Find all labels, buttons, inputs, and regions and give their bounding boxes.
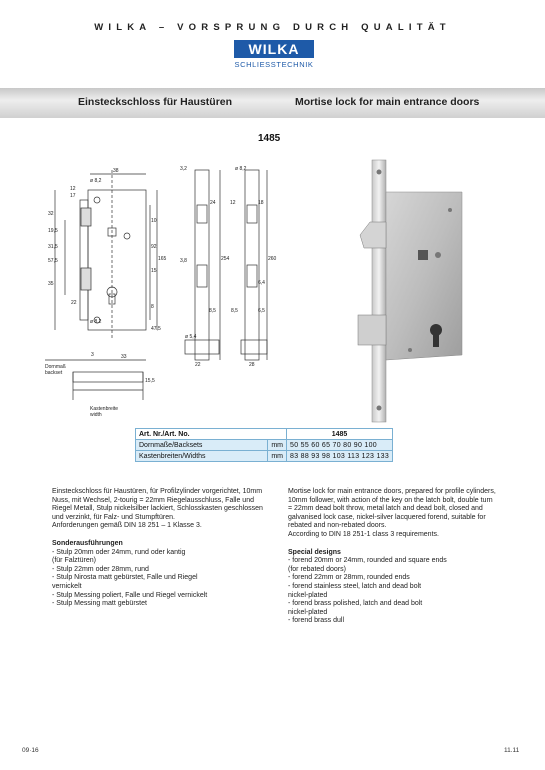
spec-row-values: 83 88 93 98 103 113 123 133 [287, 451, 393, 462]
dim-35: 35 [48, 281, 54, 287]
spec-row-values: 50 55 60 65 70 80 90 100 [287, 440, 393, 451]
dim-195: 19,5 [48, 228, 58, 234]
special-list-en [288, 557, 498, 626]
dim-32-mid: 3,2 [180, 166, 187, 172]
dim-3: 3 [91, 352, 94, 358]
dim-475: 47,5 [151, 326, 161, 332]
spec-row-unit: mm [268, 440, 287, 451]
dim-32: 32 [48, 211, 54, 217]
dim-165: 165 [158, 256, 167, 262]
intro-de: Einsteckschloss für Haustüren, für Profilzylinder vorgerichtet, 10mm Nuss, mit Wechsel, 2-tourig = 22mm Riegelausschluss, Falle und Riegel Metall, Stulp nickelsilber lackiert, Schlosskasten geschlossen und verzinkt, für Falz- und Stumpftüren. [52, 488, 263, 521]
dim-o82: ø 8,2 [90, 178, 102, 184]
description-de [52, 488, 270, 609]
logo-text: WILKA [234, 40, 314, 58]
dim-15: 15 [151, 268, 157, 274]
spec-row-label: Kastenbreiten/Widths [136, 451, 268, 462]
title-en: Mortise lock for main entrance doors [295, 96, 480, 108]
list-item: - forend 22mm or 28mm, rounded ends [288, 574, 410, 582]
description-en [288, 488, 498, 626]
label-width: width [90, 412, 102, 418]
spec-row-backsets [136, 440, 393, 451]
norm-en: According to DIN 18 251-1 class 3 requirements. [288, 530, 439, 538]
spec-row-widths [136, 451, 393, 462]
label-kastenbreite: Kastenbreite [90, 406, 119, 412]
list-item: (für Falztüren) [52, 557, 96, 565]
dim-38: 38 [113, 168, 119, 174]
list-item: - forend brass dull [288, 617, 345, 625]
dim-315: 31,5 [48, 244, 58, 250]
dim-92: 92 [151, 244, 157, 250]
dim-12: 12 [70, 186, 76, 192]
list-item: - forend brass polished, latch and dead bolt [288, 600, 423, 608]
dim-12-side: 12 [230, 200, 236, 206]
dim-28: 28 [249, 362, 255, 368]
list-item: - forend 20mm or 24mm, rounded and square ends [288, 557, 447, 565]
dim-575: 57,5 [48, 258, 58, 264]
dim-254: 254 [221, 256, 230, 262]
wilka-logo [234, 40, 314, 74]
dim-o54: ø 5,4 [185, 334, 197, 340]
intro-en: Mortise lock for main entrance doors, prepared for profile cylinders, 10mm follower, with action of the key on the latch bolt, double turn = 22mm dead bolt throw, metal latch and dead bolt, closed and galvanised lock case, nickel-silver lacquered forend, suitable for rebated and non-rebated doors. [288, 488, 496, 530]
dim-o82-b: ø 8,2 [90, 319, 102, 325]
dim-22-side: 22 [195, 362, 201, 368]
header-tagline: WILKA – VORSPRUNG DURCH QUALITÄT [94, 22, 451, 33]
special-head-de: Sonderausführungen [52, 539, 123, 547]
list-item: - Stulp 22mm oder 28mm, rund [52, 565, 149, 573]
dim-8: 8 [151, 304, 154, 310]
dim-260: 260 [268, 256, 277, 262]
spec-table [135, 428, 393, 462]
dim-17: 17 [70, 193, 76, 199]
dim-85: 8,5 [209, 308, 216, 314]
spec-header-label: Art. Nr./Art. No. [136, 429, 287, 440]
label-dornmass: Dornmaß [45, 364, 66, 370]
footer-left: 09·16 [22, 747, 39, 754]
footer-right: 11.11 [504, 747, 520, 754]
dim-64: 6,4 [258, 280, 265, 286]
dim-22: 22 [71, 300, 77, 306]
article-number: 1485 [258, 133, 281, 144]
list-item: nickel-plated [288, 608, 328, 616]
list-item: - Stulp Messing matt gebürstet [52, 600, 147, 608]
dim-38-side: 3,8 [180, 258, 187, 264]
list-item: (for rebated doors) [288, 565, 346, 573]
list-item: - Stulp Messing poliert, Falle und Riegel vernickelt [52, 591, 208, 599]
technical-drawing [45, 160, 280, 430]
dim-10: 10 [151, 218, 157, 224]
dim-85-b: 8,5 [231, 308, 238, 314]
list-item: - Stulp 20mm oder 24mm, rund oder kantig [52, 548, 186, 556]
dim-o82-side: ø 8,2 [235, 166, 247, 172]
dim-18: 18 [258, 200, 264, 206]
norm-de: Anforderungen gemäß DIN 18 251 – 1 Klasse 3. [52, 522, 202, 530]
list-item: vernickelt [52, 582, 82, 590]
dim-155: 15,5 [145, 378, 155, 384]
dim-33: 33 [121, 354, 127, 360]
special-head-en: Special designs [288, 548, 341, 556]
spec-row-unit: mm [268, 451, 287, 462]
spec-header-row [136, 429, 393, 440]
list-item: - forend stainless steel, latch and dead bolt [288, 582, 422, 590]
title-de: Einsteckschloss für Haustüren [78, 96, 233, 108]
list-item: nickel-plated [288, 591, 328, 599]
dim-65: 6,5 [258, 308, 265, 314]
spec-row-label: Dornmaße/Backsets [136, 440, 268, 451]
dim-24: 24 [210, 200, 216, 206]
spec-header-value: 1485 [287, 429, 393, 440]
product-photo [290, 150, 485, 425]
logo-subtext: SCHLIESSTECHNIK [234, 60, 314, 69]
special-list-de [52, 549, 270, 609]
label-backset: backset [45, 370, 63, 376]
list-item: - Stulp Nirosta matt gebürstet, Falle und Riegel [52, 574, 198, 582]
